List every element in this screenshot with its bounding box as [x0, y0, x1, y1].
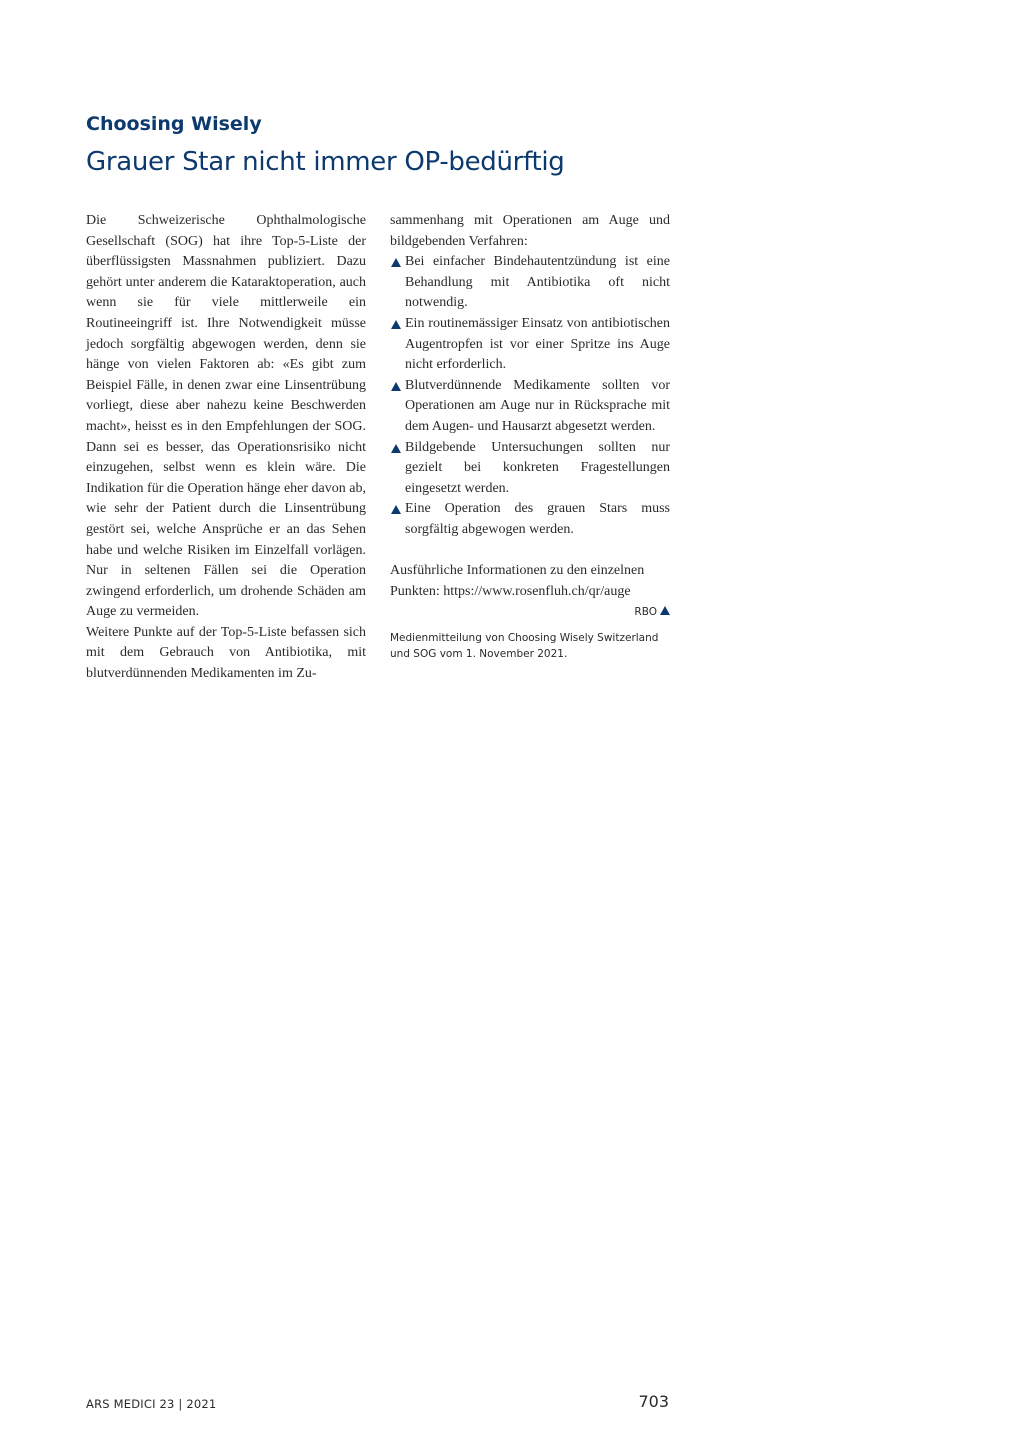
article-title: Grauer Star nicht immer OP-bedürftig	[86, 147, 565, 177]
list-item: Bildgebende Untersuchungen sollten nur gezielt bei konkreten Fragestellungen eingesetzt werden.	[390, 438, 670, 500]
column-left	[86, 211, 366, 685]
column-right	[390, 211, 670, 662]
body-paragraph-1: Die Schweizerische Ophthalmologische Gesellschaft (SOG) hat ihre Top-5-Liste der überflüssigsten Massnahmen publiziert. Dazu gehört unter anderem die Kataraktoperation, auch wenn sie für viele mittlerweile ein Routineeingriff ist. Ihre Notwendigkeit müsse jedoch sorgfältig abgewogen werden, denn sie hänge von vielen Faktoren ab: «Es gibt zum Beispiel Fälle, in denen zwar eine Linsentrübung vorliegt, diese aber nahezu keine Beschwerden macht», heisst es in den Empfehlungen der SOG. Dann sei es besser, das Operationsrisiko nicht einzugehen, selbst wenn es klein wäre. Die Indikation für die Operation hänge eher davon ab, wie sehr der Patient durch die Linsentrübung gestört sei, welche Ansprüche er an das Sehen habe und welche Risiken im Einzelfall vorlägen. Nur in seltenen Fällen sei die Operation zwingend erforderlich, um drohende Schäden am Auge zu vermeiden.	[86, 213, 366, 620]
author-sign	[390, 604, 670, 620]
page-number: 703	[638, 1392, 669, 1411]
footer-journal: ARS MEDICI 23 | 2021	[86, 1397, 217, 1411]
recommendation-list	[390, 252, 670, 540]
source-note: Medienmitteilung von Choosing Wisely Switzerland und SOG vom 1. November 2021.	[390, 632, 659, 661]
list-item: Ein routinemässiger Einsatz von antibiotischen Augentropfen ist vor einer Spritze ins Auge nicht erforderlich.	[390, 314, 670, 376]
triangle-bullet-icon	[391, 444, 401, 453]
list-item: Eine Operation des grauen Stars muss sorgfältig abgewogen werden.	[390, 499, 670, 540]
triangle-bullet-icon	[391, 320, 401, 329]
section-kicker: Choosing Wisely	[86, 113, 262, 135]
list-item: Bei einfacher Bindehautentzündung ist eine Behandlung mit Antibiotika oft nicht notwendig.	[390, 252, 670, 314]
triangle-bullet-icon	[391, 505, 401, 514]
triangle-bullet-icon	[391, 382, 401, 391]
list-item: Blutverdünnende Medikamente sollten vor Operationen am Auge nur in Rücksprache mit dem Augen- und Hausarzt abgesetzt werden.	[390, 376, 670, 438]
body-paragraph-2-start: Weitere Punkte auf der Top-5-Liste befassen sich mit dem Gebrauch von Antibiotika, mit blutverdünnenden Medikamenten im Zu-	[86, 624, 366, 682]
triangle-end-icon	[660, 606, 670, 615]
author-initials: RBO	[634, 606, 657, 619]
info-paragraph: Ausführliche Informationen zu den einzelnen Punkten: https://www.rosenfluh.ch/qr/auge	[390, 563, 645, 599]
triangle-bullet-icon	[391, 258, 401, 267]
body-paragraph-2-end: sammenhang mit Operationen am Auge und bildgebenden Verfahren:	[390, 213, 670, 249]
